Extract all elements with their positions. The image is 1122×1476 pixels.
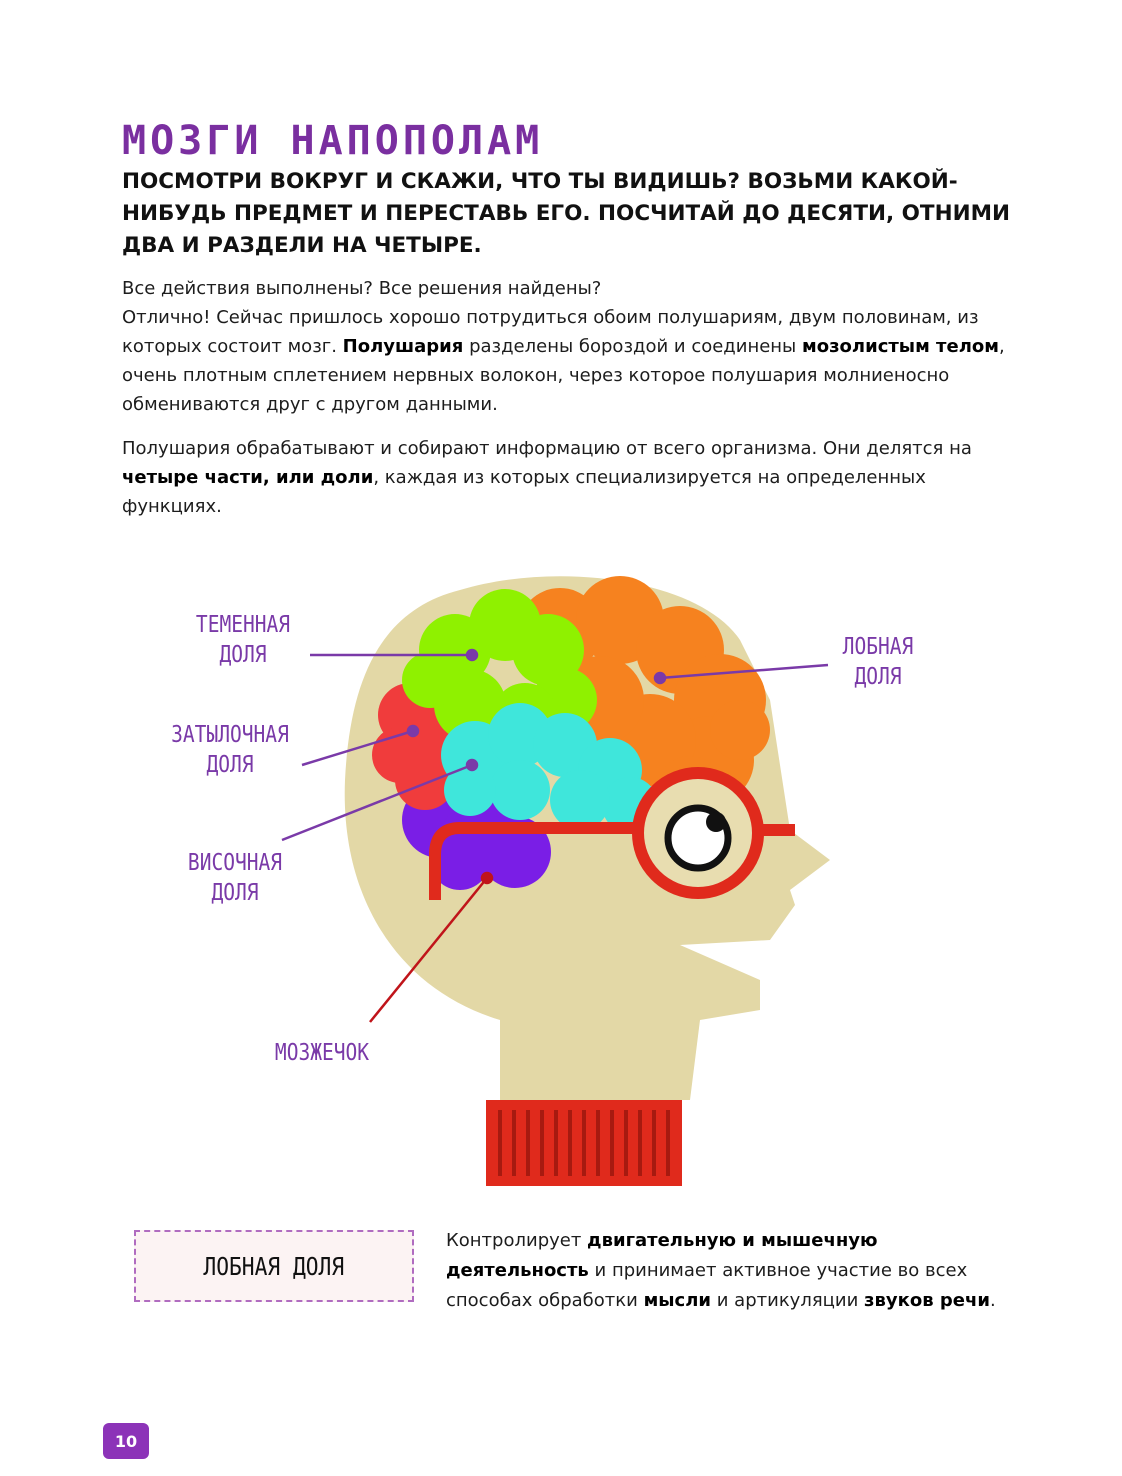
paragraph-text: , очень плотным сплетением нервных волокон, через которое полушария молниеносно обмениваются друг с другом данными. (122, 336, 1005, 415)
label-cerebellum (263, 1038, 382, 1068)
paragraph-lobes (122, 434, 1012, 521)
pupil (706, 812, 726, 832)
label-line: ЛОБНАЯ (842, 634, 914, 660)
label-line: ЗАТЫЛОЧНАЯ (171, 722, 289, 748)
page-subtitle: ПОСМОТРИ ВОКРУГ И СКАЖИ, ЧТО ТЫ ВИДИШЬ? ВОЗЬМИ КАКОЙ-НИБУДЬ ПРЕДМЕТ И ПЕРЕСТАВЬ ЕГО. ПОСЧИТАЙ ДО ДЕСЯТИ, ОТНИМИ ДВА И РАЗДЕЛИ НА ЧЕТЫРЕ. (122, 169, 1010, 258)
label-occipital (166, 720, 294, 780)
paragraph-intro (122, 274, 1012, 419)
info-text: . (989, 1290, 996, 1311)
label-line: ДОЛЯ (206, 752, 254, 778)
paragraph-text: Отлично! Сейчас пришлось хорошо потрудиться обоим полушариям, двум половинам, из которых состоит мозг. (122, 307, 979, 357)
page-title: МОЗГИ НАПОПОЛАМ (122, 118, 544, 164)
bold-term: четыре части, или доли (122, 467, 374, 488)
head-graphic (0, 560, 1122, 1200)
bold-term: мозолистым телом (802, 336, 999, 357)
paragraph-text: Полушария обрабатывают и собирают информацию от всего организма. Они делятся на (122, 438, 972, 459)
paragraph-text: разделены бороздой и соединены (463, 336, 802, 357)
label-frontal (827, 632, 929, 692)
bold-term: двигательную и мышечную деятельность (446, 1230, 878, 1281)
brain-illustration (0, 560, 1122, 1200)
label-line: ВИСОЧНАЯ (187, 850, 283, 876)
paragraph-text: , каждая из которых специализируется на определенных функциях. (122, 467, 926, 517)
paragraph-line: Все действия выполнены? Все решения найдены? (122, 278, 602, 299)
label-parietal (188, 610, 299, 670)
box-label: ЛОБНАЯ ДОЛЯ (203, 1251, 345, 1281)
label-line: МОЗЖЕЧОК (274, 1040, 370, 1066)
label-line: ТЕМЕННАЯ (195, 612, 291, 638)
info-text: и принимает активное участие во всех способах обработки (446, 1260, 968, 1311)
page-number: 10 (103, 1423, 149, 1459)
label-line: ДОЛЯ (219, 642, 267, 668)
frontal-lobe-description (446, 1226, 1026, 1316)
label-line: ДОЛЯ (854, 664, 902, 690)
frontal-lobe-box (134, 1230, 414, 1302)
bold-term: звуков речи (864, 1290, 990, 1311)
label-line: ДОЛЯ (211, 880, 259, 906)
bold-term: мысли (643, 1290, 712, 1311)
info-text: и артикуляции (711, 1290, 865, 1311)
label-temporal (180, 848, 291, 908)
bold-term: Полушария (342, 336, 464, 357)
info-text: Контролирует (446, 1230, 588, 1251)
